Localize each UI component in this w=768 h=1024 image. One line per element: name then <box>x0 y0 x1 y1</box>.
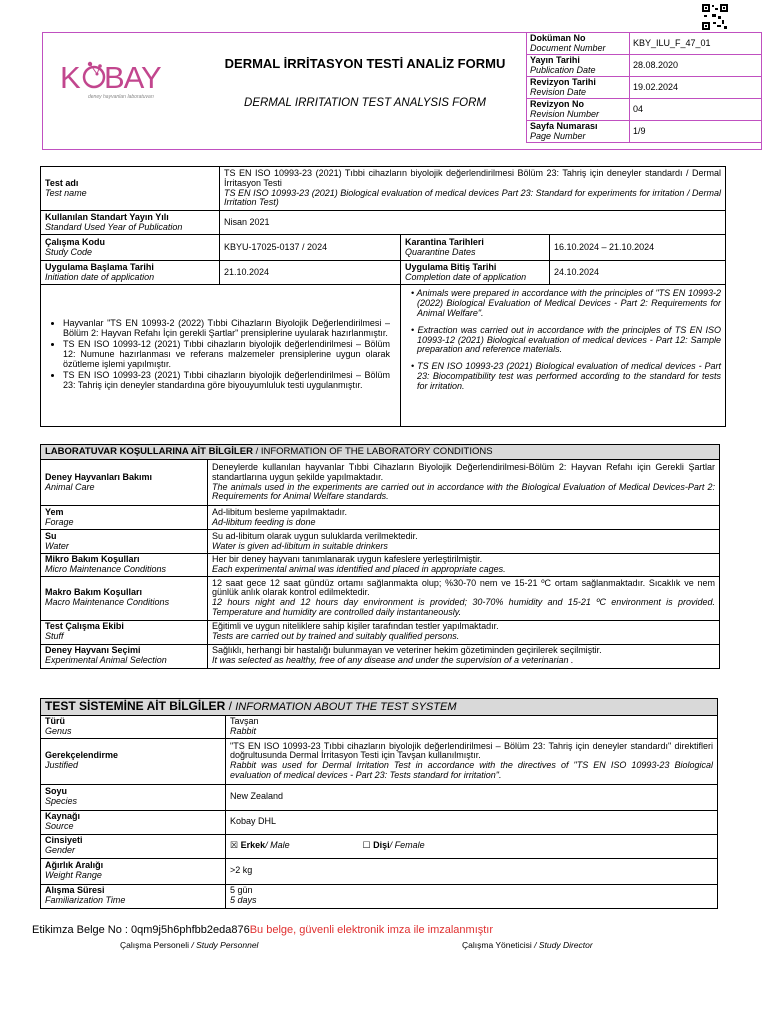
meta-label-en: Revision Number <box>530 108 600 119</box>
test-name-value-en: TS EN ISO 10993-23 (2021) Biological evaluation of medical devices Part 23: Standard for experiments for irritation / Dermal Irritation Test) <box>224 187 721 208</box>
section-title-tr: LABORATUVAR KOŞULLARINA AİT BİLGİLER <box>45 445 253 457</box>
study-director-signature <box>462 940 593 950</box>
meta-row <box>527 33 762 55</box>
meta-value: 04 <box>630 99 762 121</box>
meta-label-tr: Doküman No <box>530 32 586 43</box>
row-label-tr: Su <box>45 530 57 541</box>
table-row <box>41 576 720 620</box>
svg-text:BAY: BAY <box>104 60 161 95</box>
form-title-en: DERMAL IRRITATION TEST ANALYSIS FORM <box>244 97 486 109</box>
meta-label-tr: Revizyon Tarihi <box>530 76 596 87</box>
meta-row <box>527 55 762 77</box>
justified-label: Gerekçelendirme <box>45 750 119 761</box>
svg-text:K: K <box>60 60 80 95</box>
section-title-en: INFORMATION ABOUT THE TEST SYSTEM <box>235 701 457 714</box>
esign-line <box>32 924 493 936</box>
quarantine-label-en: Quarantine Dates <box>405 246 476 257</box>
gender-male-option[interactable] <box>230 841 360 851</box>
list-item: • Extraction was carried out in accordance with the principles of TS EN ISO 10993-12 (2021) Biological evaluation of medical devices - Part 12: Sample preparation and reference materials. <box>411 324 721 355</box>
row-value-tr: Ad-libitum besleme yapılmaktadır. <box>212 506 348 517</box>
row-value-en: Ad-libitum feeding is done <box>212 516 316 527</box>
gender-female-label: Dişi <box>373 840 390 851</box>
source-label: Kaynağı <box>45 811 81 822</box>
section-title-sep: / <box>225 699 236 714</box>
familiarization-row <box>41 884 718 908</box>
species-row <box>41 784 718 810</box>
gender-female-label-en: / Female <box>389 840 425 851</box>
notes-row <box>41 285 726 427</box>
species-label: Soyu <box>45 786 68 797</box>
gender-row <box>41 834 718 858</box>
list-item: • Animals were prepared in accordance with the principles of "TS EN 10993-2 (2022) Biological Evaluation of Medical Devices - Part 2: Requirements for Animal Welfare". <box>411 288 721 318</box>
start-date-value: 21.10.2024 <box>220 261 401 285</box>
section-title-tr: TEST SİSTEMİNE AİT BİLGİLER <box>45 699 226 714</box>
row-label-en: Forage <box>45 516 74 527</box>
form-title-tr: DERMAL İRRİTASYON TESTİ ANALİZ FORMU <box>224 56 506 71</box>
kobay-logo <box>60 58 200 108</box>
row-label-tr: Mikro Bakım Koşulları <box>45 554 140 564</box>
start-date-label: Uygulama Başlama Tarihi <box>45 261 154 272</box>
familiarization-value-tr: 5 gün <box>230 885 253 896</box>
test-name-label: Test adı <box>45 177 79 188</box>
standard-year-label-en: Standard Used Year of Publication <box>45 221 183 232</box>
row-label-en: Micro Maintenance Conditions <box>45 563 167 574</box>
meta-value: KBY_ILU_F_47_01 <box>630 33 762 55</box>
study-code-value: KBYU-17025-0137 / 2024 <box>220 235 401 261</box>
row-value-tr: Sağlıklı, herhangi bir hastalığı bulunmayan ve veteriner hekim gözetiminden geçirilerek seçilmiştir. <box>212 645 602 656</box>
esign-note: Bu belge, güvenli elektronik imza ile imzalanmıştır <box>249 924 494 936</box>
checkbox-empty-icon: ☐ <box>362 840 371 851</box>
table-row <box>41 506 720 530</box>
list-item-text: TS EN ISO 10993-23 (2021) Biological evaluation of medical devices - Part 23: Biocompatibility test was performed according to the standard for tests for irritation. <box>417 361 722 392</box>
meta-label-en: Document Number <box>530 42 606 53</box>
director-label-en: / Study Director <box>531 940 593 950</box>
row-value-en: 12 hours night and 12 hours day environment is provided; 30-70% humidity and 15-21 ºC environment is provided. Temperature and humidity are controlled daily instantaneously. <box>212 597 715 618</box>
row-value-tr: 12 saat gece 12 saat gündüz ortamı sağlanmakta olup; %30-70 nem ve 15-21 ºC ortam sağlanmaktadır. Sıcaklık ve nem günlük anlık olarak kontrol edilmektedir. <box>212 577 715 598</box>
test-system-table <box>40 698 718 909</box>
personnel-label-tr: Çalışma Personeli <box>120 940 189 950</box>
table-row <box>41 460 720 506</box>
row-label-en: Animal Care <box>45 481 95 492</box>
gender-label: Cinsiyeti <box>45 835 83 846</box>
row-label-tr: Deney Hayvanı Seçimi <box>45 645 141 656</box>
meta-label-en: Revision Date <box>530 86 587 97</box>
table-row <box>41 620 720 644</box>
familiarization-label-en: Familiarization Time <box>45 895 126 906</box>
study-info-table <box>40 166 726 427</box>
table-row <box>41 554 720 577</box>
list-item: • Hayvanlar "TS EN 10993-2 (2022) Tıbbi Cihazların Biyolojik Değerlendirilmesi – Bölüm 2: Hayvan Refahı İçin gerekli Şartlar" prensiplerine uyularak hazırlanmıştır. <box>63 319 390 339</box>
document-meta-table <box>526 32 762 143</box>
weight-value: >2 kg <box>226 858 718 884</box>
weight-row <box>41 858 718 884</box>
row-label-tr: Test Çalışma Ekibi <box>45 621 124 632</box>
weight-label-en: Weight Range <box>45 870 102 881</box>
end-date-label-en: Completion date of application <box>405 271 527 282</box>
row-label-en: Stuff <box>45 631 64 642</box>
genus-label-en: Genus <box>45 725 72 736</box>
personnel-label-en: / Study Personnel <box>188 940 259 950</box>
notes-en-list <box>403 289 721 392</box>
list-item: • TS EN ISO 10993-23 (2021) Biological evaluation of medical devices - Part 23: Biocompatibility test was performed according to the standard for tests for irritation. <box>411 361 722 392</box>
study-code-label: Çalışma Kodu <box>45 236 106 247</box>
meta-label-tr: Yayın Tarihi <box>530 54 580 65</box>
study-code-row <box>41 235 726 261</box>
test-name-label-en: Test name <box>45 187 87 198</box>
gender-female-option[interactable] <box>363 840 425 850</box>
species-label-en: Species <box>45 796 78 807</box>
checkbox-checked-icon: ☒ <box>230 840 239 851</box>
section-title-en: INFORMATION OF THE LABORATORY CONDITIONS <box>260 445 493 457</box>
esign-document-number: Etikimza Belge No : 0qm9j5h6phfbb2eda876 <box>32 924 250 936</box>
genus-value-tr: Tavşan <box>230 716 259 726</box>
start-date-label-en: Initiation date of application <box>45 271 155 282</box>
table-row <box>41 530 720 554</box>
meta-label-en: Publication Date <box>530 64 596 75</box>
row-label-en: Macro Maintenance Conditions <box>45 597 170 608</box>
row-value-en: The animals used in the experiments are carried out in accordance with the Biological Evaluation of Medical Devices-Part 2: Requirements for Animal Welfare standards. <box>212 481 715 502</box>
lab-conditions-table <box>40 444 720 669</box>
source-label-en: Source <box>45 821 74 832</box>
gender-male-label: Erkek <box>240 840 266 851</box>
justified-value-en: Rabbit was used for Dermal Irritation Test in accordance with the directives of "TS EN ISO 10993-23 Biological evaluation of medical devices - Part 23: Tests standard for irritation". <box>230 760 713 781</box>
genus-value-en: Rabbit <box>230 725 257 736</box>
genus-label: Türü <box>45 716 65 726</box>
familiarization-label: Alışma Süresi <box>45 885 105 896</box>
meta-row <box>527 77 762 99</box>
meta-label-en: Page Number <box>530 130 586 141</box>
list-item: • TS EN ISO 10993-23 (2021) Tıbbi cihazların biyolojik değerlendirilmesi – Bölüm 23: Tahriş için deneyler standardına göre biyouyumluluk testi uygulanmıştır. <box>63 371 390 391</box>
justified-value-tr: "TS EN ISO 10993-23 Tıbbi cihazların biyolojik değerlendirilmesi – Bölüm 23: Tahriş için deneyler standardı" direktifleri doğrultusunda Dermal İrritasyon Testi için Tavşan kullanılmıştır. <box>230 740 713 761</box>
meta-value: 19.02.2024 <box>630 77 762 99</box>
row-label-en: Water <box>45 540 69 551</box>
standard-year-label: Kullanılan Standart Yayın Yılı <box>45 211 169 222</box>
study-personnel-signature <box>120 940 258 950</box>
row-label-tr: Yem <box>45 506 64 517</box>
quarantine-label: Karantina Tarihleri <box>405 236 484 247</box>
familiarization-value-en: 5 days <box>230 895 257 906</box>
director-label-tr: Çalışma Yöneticisi <box>462 940 532 950</box>
section-header <box>41 445 720 460</box>
justified-label-en: Justified <box>45 760 79 771</box>
section-title-sep: / <box>252 445 261 457</box>
list-item-text: Animals were prepared in accordance with the principles of "TS EN 10993-2 (2022) Biological Evaluation of Medical Devices - Part 2: Requirements for Animal Welfare". <box>416 288 721 318</box>
quarantine-value: 16.10.2024 – 21.10.2024 <box>550 235 726 261</box>
meta-label-tr: Sayfa Numarası <box>530 120 598 131</box>
standard-year-value: Nisan 2021 <box>220 211 726 235</box>
row-value-en: Each experimental animal was identified and placed in appropriate cages. <box>212 563 506 574</box>
genus-row <box>41 716 718 739</box>
species-value: New Zealand <box>226 784 718 810</box>
source-value: Kobay DHL <box>226 810 718 834</box>
meta-row <box>527 99 762 121</box>
row-value-tr: Eğitimli ve uygun niteliklere sahip kişiler tarafından testler yapılmaktadır. <box>212 621 499 632</box>
notes-tr-list <box>45 319 390 390</box>
list-item: • TS EN ISO 10993-12 (2021) Tıbbi cihazların biyolojik değerlendirilmesi – Bölüm 12: Numune hazırlanması ve referans malzemeler prensiplerine uygun olarak özütleme işlemi yapılmıştır. <box>63 340 390 370</box>
row-value-tr: Su ad-libitum olarak uygun suluklarda verilmektedir. <box>212 530 418 541</box>
end-date-label: Uygulama Bitiş Tarihi <box>405 261 497 272</box>
row-label-tr: Deney Hayvanları Bakımı <box>45 471 153 482</box>
section-header <box>41 699 718 716</box>
table-row <box>41 644 720 668</box>
meta-value: 1/9 <box>630 121 762 143</box>
gender-label-en: Gender <box>45 845 76 856</box>
row-value-en: Water is given ad-libitum in suitable drinkers <box>212 540 388 551</box>
test-name-value-tr: TS EN ISO 10993-23 (2021) Tıbbi cihazların biyolojik değerlendirilmesi Bölüm 23: Tahriş için deneyler standardı / Dermal İrritasyon Testi <box>224 167 721 188</box>
standard-year-row <box>41 211 726 235</box>
gender-male-label-en: / Male <box>265 840 290 851</box>
test-name-row <box>41 167 726 211</box>
row-value-tr: Her bir deney hayvanı tanımlanarak uygun kafeslere yerleştirilmiştir. <box>212 554 483 564</box>
row-value-en: It was selected as healthy, free of any disease and under the supervision of a veterinarian . <box>212 655 574 666</box>
row-value-tr: Deneylerde kullanılan hayvanlar Tıbbi Cihazların Biyolojik Değerlendirilmesi-Bölüm 2: Hayvan Refahı için Gerekli Şartlar standartlarına uygun şekilde yapılmaktadır. <box>212 461 715 482</box>
study-code-label-en: Study Code <box>45 246 93 257</box>
meta-label-tr: Revizyon No <box>530 98 585 109</box>
dates-row <box>41 261 726 285</box>
row-label-tr: Makro Bakım Koşulları <box>45 587 143 598</box>
meta-row <box>527 121 762 143</box>
meta-value: 28.08.2020 <box>630 55 762 77</box>
source-row <box>41 810 718 834</box>
qr-code <box>702 4 728 30</box>
list-item-text: Extraction was carried out in accordance with the principles of TS EN ISO 10993-12 (2021) Biological evaluation of medical devices - Part 12: Sample preparation and reference materials. <box>417 324 721 355</box>
justified-row <box>41 738 718 784</box>
row-label-en: Experimental Animal Selection <box>45 655 167 666</box>
end-date-value: 24.10.2024 <box>550 261 726 285</box>
row-value-en: Tests are carried out by trained and suitably qualified persons. <box>212 631 460 642</box>
logo-tagline: deney hayvanları laboratuvarı <box>88 94 154 100</box>
weight-label: Ağırlık Aralığı <box>45 860 104 871</box>
